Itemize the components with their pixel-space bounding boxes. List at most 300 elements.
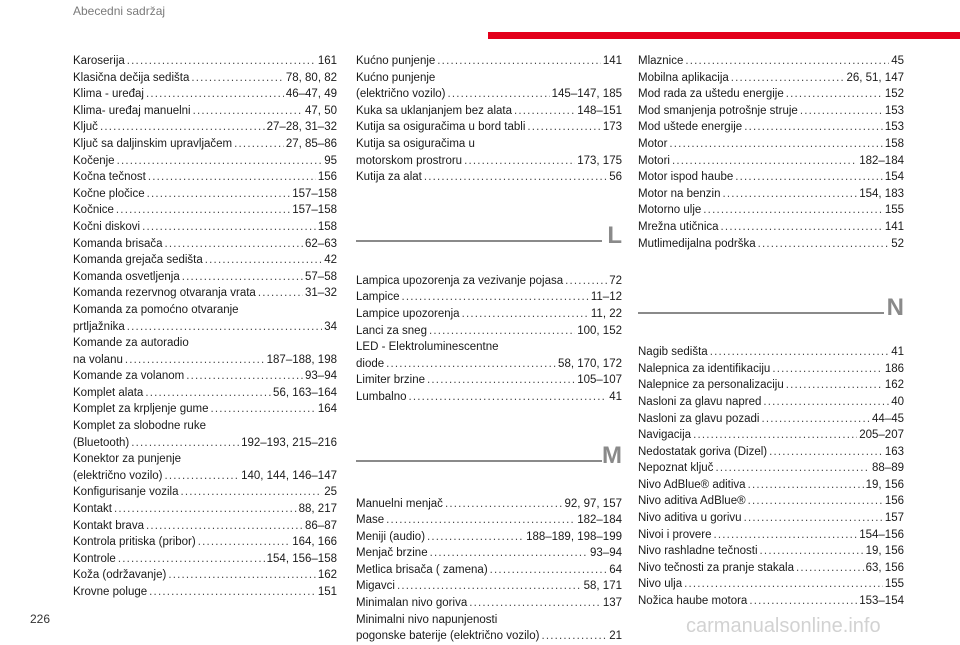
- index-entry-pages: 78, 80, 82: [285, 71, 337, 84]
- index-entry: [638, 593, 904, 610]
- dot-leader: [427, 529, 524, 546]
- dot-leader: [149, 584, 316, 601]
- section-divider-m: [356, 442, 622, 470]
- index-entry-pages: 173: [602, 121, 622, 134]
- index-entry: [638, 510, 904, 527]
- index-entry-pages: 154–156: [859, 528, 904, 541]
- dot-leader: [469, 595, 601, 612]
- index-entry-pages: 31–32: [305, 287, 337, 300]
- index-entry: [73, 70, 337, 87]
- index-entry-label: motorskom prostroru: [356, 154, 463, 167]
- index-entry: [638, 186, 904, 203]
- dot-leader: [445, 496, 563, 513]
- index-entry-label: Nasloni za glavu pozadi: [638, 412, 760, 425]
- index-entry-pages: 93–94: [590, 547, 622, 560]
- dot-leader: [748, 493, 883, 510]
- index-entry-label: Kontrola pritiska (pribor): [73, 536, 196, 549]
- dot-leader: [748, 477, 864, 494]
- dot-leader: [447, 86, 549, 103]
- index-entry-pages: 52: [891, 237, 904, 250]
- dot-leader: [117, 153, 323, 170]
- index-entry-label: pogonske baterije (električno vozilo): [356, 630, 540, 643]
- index-entry-pages: 21: [609, 630, 622, 643]
- index-entry-pages: 162: [317, 569, 337, 582]
- index-entry-label: Motorno ulje: [638, 204, 702, 217]
- dot-leader: [758, 236, 890, 253]
- index-entry-pages: 154, 183: [859, 187, 904, 200]
- index-entry-label: (Bluetooth): [73, 436, 130, 449]
- index-entry: [638, 119, 904, 136]
- dot-leader: [127, 319, 322, 336]
- index-entry-label: Nivo AdBlue® aditiva: [638, 478, 746, 491]
- dot-leader: [761, 411, 870, 428]
- index-entry: [73, 86, 337, 103]
- index-entry-label: Kućno punjenje: [356, 55, 436, 67]
- index-entry: [638, 53, 904, 70]
- index-entry-label: Nagib sedišta: [638, 346, 708, 359]
- index-entry: [356, 53, 622, 70]
- index-entry: [638, 103, 904, 120]
- index-entry: [356, 562, 622, 579]
- index-entry: [638, 394, 904, 411]
- index-entry-pages: 11–12: [590, 291, 622, 304]
- index-entry-label: diode: [356, 357, 385, 370]
- index-entry-label: Kutija za alat: [356, 171, 422, 184]
- index-group-k: [356, 53, 622, 186]
- section-divider-n: [638, 294, 904, 322]
- index-entry-pages: 26, 51, 147: [846, 71, 904, 84]
- index-entry: [356, 119, 622, 136]
- index-entry-pages: 62–63: [305, 237, 337, 250]
- index-entry-pages: 56: [609, 171, 622, 184]
- dot-leader: [721, 219, 883, 236]
- index-entry-label: Mobilna aplikacija: [638, 71, 729, 84]
- index-entry: [73, 468, 337, 485]
- dot-leader: [735, 169, 883, 186]
- index-entry-label: Mase: [356, 514, 385, 527]
- index-entry-pages: 155: [884, 204, 904, 217]
- index-entry-label: Komanda grejača sedišta: [73, 254, 203, 267]
- index-entry: [356, 103, 622, 120]
- index-entry-label: Lanci za sneg: [356, 324, 427, 337]
- dot-leader: [116, 202, 290, 219]
- index-entry-label: Manuelni menjač: [356, 497, 443, 510]
- index-entry: [638, 427, 904, 444]
- index-entry-label: Komanda brisača: [73, 237, 163, 250]
- index-entry-label: Mutlimedijalna podrška: [638, 237, 756, 250]
- index-entry-label: (električno vozilo): [356, 88, 446, 101]
- dot-leader: [118, 551, 265, 568]
- index-group-l: [356, 273, 622, 406]
- index-entry-label: Kočni diskovi: [73, 220, 141, 233]
- index-entry-pages: 140, 144, 146–147: [241, 469, 337, 482]
- index-entry-pages: 40: [891, 395, 904, 408]
- index-entry-label: Kočenje: [73, 154, 115, 167]
- index-entry: [638, 444, 904, 461]
- index-entry-label: Kočnice: [73, 204, 114, 217]
- section-divider-l: [356, 222, 622, 250]
- index-entry: [356, 306, 622, 323]
- index-entry-label: Klima - uređaj: [73, 88, 144, 101]
- index-entry-pages: 57–58: [305, 270, 337, 283]
- index-entry-pages: 45: [891, 55, 904, 67]
- index-group-m-continued: [638, 53, 904, 252]
- index-entry-label: Kuka sa uklanjanjem bez alata: [356, 104, 512, 117]
- dot-leader: [772, 361, 882, 378]
- index-entry-label: Karoserija: [73, 55, 125, 67]
- dot-leader: [148, 169, 316, 186]
- index-entry: [638, 493, 904, 510]
- index-entry-pages: 19, 156: [865, 545, 904, 558]
- index-entry: [73, 103, 337, 120]
- index-entry-line: Kutija sa osiguračima u: [356, 137, 475, 150]
- dot-leader: [386, 356, 556, 373]
- index-entry-label: Kontrole: [73, 552, 116, 565]
- index-entry-pages: 63, 156: [865, 561, 904, 574]
- index-entry: [73, 269, 337, 286]
- index-entry-pages: 86–87: [305, 519, 337, 532]
- index-entry: [356, 372, 622, 389]
- index-entry: [73, 219, 337, 236]
- index-entry-pages: 93–94: [305, 370, 337, 383]
- dot-leader: [427, 372, 575, 389]
- index-entry-label: Mrežna utičnica: [638, 220, 719, 233]
- index-entry: [73, 186, 337, 203]
- index-entry-label: Kočne pločice: [73, 187, 145, 200]
- index-entry-label: Nepoznat ključ: [638, 462, 714, 475]
- index-entry-pages: 173, 175: [577, 154, 622, 167]
- index-entry-pages: 56, 163–164: [273, 386, 337, 399]
- dot-leader: [744, 510, 883, 527]
- dot-leader: [180, 484, 322, 501]
- index-entry: [638, 377, 904, 394]
- index-entry: [73, 352, 337, 369]
- index-entry-pages: 19, 156: [865, 478, 904, 491]
- index-entry-label: Nožica haube motora: [638, 595, 748, 608]
- index-entry-pages: 27–28, 31–32: [266, 121, 337, 134]
- index-entry-label: Nivo tečnosti za pranje stakala: [638, 561, 794, 574]
- index-entry-pages: 58, 171: [583, 580, 622, 593]
- dot-leader: [749, 593, 857, 610]
- dot-leader: [211, 401, 316, 418]
- dot-leader: [258, 285, 303, 302]
- index-entry-line: Kućno punjenje: [356, 71, 436, 84]
- index-entry: [638, 86, 904, 103]
- index-entry-label: Koža (održavanje): [73, 569, 167, 582]
- index-entry-label: prtljažnika: [73, 320, 125, 333]
- dot-leader: [490, 562, 608, 579]
- index-entry: [356, 153, 622, 170]
- index-entry: [73, 584, 337, 601]
- index-entry-pages: 153: [884, 121, 904, 134]
- dot-leader: [672, 153, 857, 170]
- index-entry: [638, 219, 904, 236]
- index-entry-label: Nalepnice za personalizaciju: [638, 379, 784, 392]
- index-entry: [356, 512, 622, 529]
- index-entry-pages: 153–154: [859, 595, 904, 608]
- index-entry-label: Menjač brzine: [356, 547, 428, 560]
- dot-leader: [710, 344, 890, 361]
- index-entry-pages: 192–193, 215–216: [241, 436, 337, 449]
- dot-leader: [397, 578, 582, 595]
- dot-leader: [125, 352, 265, 369]
- index-entry-pages: 25: [324, 486, 337, 499]
- index-entry-pages: 95: [324, 154, 337, 167]
- dot-leader: [164, 468, 239, 485]
- dot-leader: [191, 70, 284, 87]
- index-entry-label: Kutija sa osiguračima u bord tabli: [356, 121, 526, 134]
- index-entry-pages: 157: [884, 512, 904, 525]
- index-entry: [356, 628, 622, 645]
- index-entry: [638, 460, 904, 477]
- section-rule: [356, 240, 602, 242]
- index-entry-pages: 186: [884, 362, 904, 375]
- index-entry-label: Mod smanjenja potrošnje struje: [638, 104, 798, 117]
- dot-leader: [100, 119, 265, 136]
- section-rule: [638, 312, 884, 314]
- index-entry: [638, 70, 904, 87]
- index-entry-pages: 152: [884, 88, 904, 101]
- index-entry: [73, 202, 337, 219]
- section-rule: [356, 460, 602, 462]
- index-column-1: [73, 53, 337, 601]
- index-entry-label: Komanda osvetljenja: [73, 270, 180, 283]
- index-entry: [356, 389, 622, 406]
- index-entry-pages: 11, 22: [590, 307, 622, 320]
- index-entry-label: Nivo aditiva AdBlue®: [638, 495, 746, 508]
- dot-leader: [234, 136, 284, 153]
- index-entry: [356, 578, 622, 595]
- index-entry-pages: 46–47, 49: [285, 88, 337, 101]
- index-entry-pages: 164: [317, 403, 337, 416]
- index-entry: [638, 477, 904, 494]
- dot-leader: [437, 53, 601, 70]
- index-entry-label: Komplet za krpljenje gume: [73, 403, 209, 416]
- index-entry-pages: 27, 85–86: [285, 137, 337, 150]
- dot-leader: [182, 269, 303, 286]
- dot-leader: [786, 377, 883, 394]
- index-entry-label: Nivoi i provere: [638, 528, 712, 541]
- index-entry-line: Komplet za slobodne ruke: [73, 420, 206, 433]
- index-entry-pages: 154: [884, 171, 904, 184]
- index-entry-pages: 41: [609, 390, 622, 403]
- index-entry-label: Ključ sa daljinskim upravljačem: [73, 137, 233, 150]
- index-entry: [638, 411, 904, 428]
- index-entry-label: Komande za volanom: [73, 370, 185, 383]
- dot-leader: [146, 518, 303, 535]
- dot-leader: [731, 70, 845, 87]
- dot-leader: [715, 460, 870, 477]
- index-entry-pages: 155: [884, 578, 904, 591]
- index-entry: [638, 153, 904, 170]
- dot-leader: [409, 389, 608, 406]
- dot-leader: [800, 103, 883, 120]
- index-entry-label: Komanda rezervnog otvaranja vrata: [73, 287, 256, 300]
- index-entry-pages: 162: [884, 379, 904, 392]
- index-entry: [73, 551, 337, 568]
- index-entry-label: Motor: [638, 137, 668, 150]
- dot-leader: [127, 53, 316, 70]
- index-entry-pages: 182–184: [859, 154, 904, 167]
- index-entry-label: Lampice upozorenja: [356, 307, 460, 320]
- dot-leader: [114, 501, 297, 518]
- index-entry-pages: 156: [884, 495, 904, 508]
- index-entry: [73, 567, 337, 584]
- index-column-3: [638, 53, 904, 610]
- index-entry-label: (električno vozilo): [73, 469, 163, 482]
- index-entry-pages: 44–45: [872, 412, 904, 425]
- index-entry-label: Migavci: [356, 580, 395, 593]
- dot-leader: [186, 368, 303, 385]
- index-entry-pages: 141: [884, 220, 904, 233]
- index-entry-label: Lampice: [356, 291, 400, 304]
- index-entry-pages: 58, 170, 172: [558, 357, 622, 370]
- dot-leader: [142, 219, 316, 236]
- index-entry-label: Navigacija: [638, 429, 692, 442]
- index-entry-label: Konfigurisanje vozila: [73, 486, 179, 499]
- index-entry-label: Nedostatak goriva (Dizel): [638, 445, 768, 458]
- index-entry: [73, 319, 337, 336]
- index-entry-label: Mod uštede energije: [638, 121, 743, 134]
- index-entry: [73, 236, 337, 253]
- index-entry: [73, 285, 337, 302]
- dot-leader: [714, 527, 858, 544]
- index-entry-pages: 163: [884, 445, 904, 458]
- index-entry: [356, 323, 622, 340]
- index-entry-label: Kontakt brava: [73, 519, 144, 532]
- index-column-2: [356, 53, 622, 645]
- dot-leader: [429, 323, 575, 340]
- index-entry-line: Minimalni nivo napunjenosti: [356, 613, 498, 626]
- index-entry-pages: 88, 217: [298, 503, 337, 516]
- section-letter-m: M: [602, 441, 622, 469]
- index-entry: [73, 435, 337, 452]
- dot-leader: [796, 560, 864, 577]
- index-entry: [356, 273, 622, 290]
- index-entry-label: na volanu: [73, 353, 123, 366]
- index-entry-label: Metlica brisača ( zamena): [356, 563, 488, 576]
- page-header-title: Abecedni sadržaj: [73, 4, 166, 18]
- dot-leader: [786, 86, 883, 103]
- dot-leader: [168, 567, 315, 584]
- index-entry-pages: 42: [324, 254, 337, 267]
- index-entry-pages: 158: [317, 220, 337, 233]
- index-entry-label: Krovne poluge: [73, 586, 148, 598]
- index-entry-line: Komanda za pomoćno otvaranje: [73, 303, 239, 316]
- dot-leader: [541, 628, 607, 645]
- section-letter-n: N: [886, 294, 904, 322]
- index-entry-label: Motor na benzin: [638, 187, 721, 200]
- index-entry-label: Klima- uređaj manuelni: [73, 104, 191, 117]
- dot-leader: [165, 236, 304, 253]
- index-entry-label: Nivo rashladne tečnosti: [638, 545, 758, 558]
- index-entry: [638, 576, 904, 593]
- index-entry-label: Lampica upozorenja za vezivanje pojasa: [356, 274, 564, 287]
- index-entry: [73, 368, 337, 385]
- index-entry-pages: 164, 166: [292, 536, 337, 549]
- index-entry-label: Kontakt: [73, 503, 112, 516]
- index-entry-pages: 47, 50: [305, 104, 337, 117]
- index-entry: [638, 236, 904, 253]
- dot-leader: [205, 252, 322, 269]
- dot-leader: [722, 186, 857, 203]
- index-entry: [356, 595, 622, 612]
- dot-leader: [693, 427, 857, 444]
- index-entry: [73, 385, 337, 402]
- index-entry-pages: 205–207: [859, 429, 904, 442]
- index-entry: [638, 361, 904, 378]
- dot-leader: [685, 53, 889, 70]
- index-entry-pages: 141: [602, 55, 622, 67]
- dot-leader: [763, 394, 889, 411]
- index-entry: [638, 202, 904, 219]
- index-entry-label: Klasična dečija sedišta: [73, 71, 190, 84]
- dot-leader: [146, 86, 284, 103]
- index-entry-label: Nalepnica za identifikaciju: [638, 362, 771, 375]
- index-entry: [73, 534, 337, 551]
- dot-leader: [131, 435, 239, 452]
- index-entry: [73, 518, 337, 535]
- index-entry-pages: 105–107: [577, 374, 622, 387]
- index-entry-label: Motori: [638, 154, 670, 167]
- dot-leader: [565, 273, 607, 290]
- index-entry-pages: 157–158: [292, 204, 337, 217]
- dot-leader: [769, 444, 883, 461]
- dot-leader: [514, 103, 575, 120]
- dot-leader: [147, 186, 291, 203]
- index-entry: [73, 153, 337, 170]
- dot-leader: [386, 512, 575, 529]
- index-entry: [356, 529, 622, 546]
- index-entry: [356, 356, 622, 373]
- index-entry-label: Kočna tečnost: [73, 171, 146, 184]
- index-entry: [638, 560, 904, 577]
- index-entry-pages: 157–158: [292, 187, 337, 200]
- page-number: 226: [30, 612, 51, 626]
- index-entry-pages: 100, 152: [577, 324, 622, 337]
- index-entry-pages: 154, 156–158: [266, 552, 337, 565]
- index-entry-label: Minimalan nivo goriva: [356, 597, 468, 610]
- index-entry-pages: 158: [884, 137, 904, 150]
- index-entry: [638, 527, 904, 544]
- index-entry-line: LED - Elektroluminescentne: [356, 341, 499, 354]
- index-entry: [73, 252, 337, 269]
- index-group-m: [356, 496, 622, 645]
- index-entry: [356, 169, 622, 186]
- index-entry: [356, 496, 622, 513]
- dot-leader: [744, 119, 883, 136]
- index-entry-label: Mod rada za uštedu energije: [638, 88, 784, 101]
- index-entry: [73, 169, 337, 186]
- index-entry-pages: 88–89: [872, 462, 904, 475]
- index-entry: [356, 545, 622, 562]
- index-entry-label: Limiter brzine: [356, 374, 426, 387]
- index-entry-label: Nasloni za glavu napred: [638, 395, 762, 408]
- index-entry: [638, 543, 904, 560]
- header-accent-bar: [488, 32, 960, 39]
- index-entry: [73, 119, 337, 136]
- index-entry-pages: 72: [609, 274, 622, 287]
- index-entry-label: Komplet alata: [73, 386, 144, 399]
- index-entry: [73, 53, 337, 70]
- index-entry-pages: 148–151: [577, 104, 622, 117]
- dot-leader: [760, 543, 864, 560]
- index-entry: [638, 169, 904, 186]
- index-entry: [73, 136, 337, 153]
- index-entry-pages: 92, 97, 157: [564, 497, 622, 510]
- dot-leader: [430, 545, 588, 562]
- index-entry-pages: 137: [602, 597, 622, 610]
